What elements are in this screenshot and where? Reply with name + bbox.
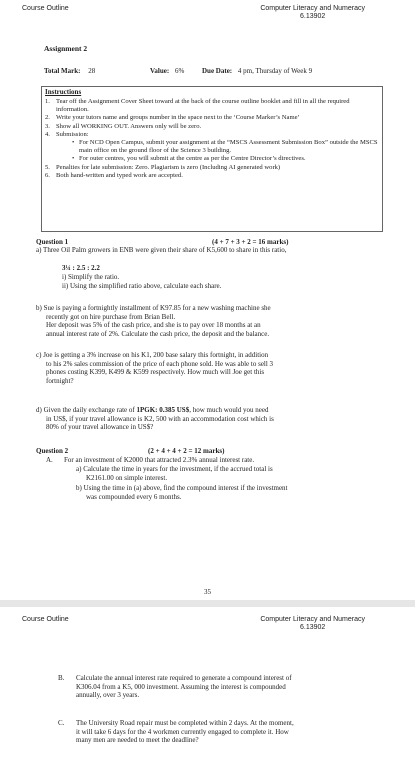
question-C-line: many men are needed to meet the deadline? xyxy=(76,736,199,745)
question-B-line: annually, over 3 years. xyxy=(76,691,140,700)
due-date-value: 4 pm, Thursday of Week 9 xyxy=(237,67,313,75)
question-C-line: The University Road repair must be completed within 2 days. At the moment, xyxy=(76,719,294,727)
total-mark-row xyxy=(44,67,95,75)
total-mark-label: Total Mark: xyxy=(44,67,81,75)
question-2-title: Question 2 xyxy=(36,447,69,455)
header-course-name: Computer Literacy and Numeracy xyxy=(260,616,365,623)
question-1d xyxy=(36,406,396,432)
question-1d-line: d) Given the daily exchange rate of 1PGK: 0.385 US$, how much would you need xyxy=(36,406,269,414)
header-course-code: 6.13902 xyxy=(300,13,326,20)
instruction-item: 5. Penalties for late submission: Zero. Plagiarism is zero (Including AI generated work) xyxy=(45,163,281,171)
question-2b-line: was compounded every 6 months. xyxy=(86,492,182,501)
question-1a-text: a) Three Oil Palm growers in ENB were given their share of K5,600 to share in this ratio, xyxy=(36,246,287,254)
value-label: Value: xyxy=(150,67,170,75)
document-page-2 xyxy=(0,607,415,768)
instructions-list xyxy=(45,98,379,180)
header-course-code: 6.13902 xyxy=(300,624,326,631)
instruction-item: 3. Show all WORKING OUT. Answers only will be zero. xyxy=(45,122,202,130)
question-B xyxy=(76,674,396,700)
instructions-title: Instructions xyxy=(45,88,82,96)
question-1a-ii: ii) Using the simplified ratio above, calculate each share. xyxy=(62,282,222,290)
header-course-outline: Course Outline xyxy=(22,5,69,12)
page-separator xyxy=(0,600,415,607)
question-1c-line: fortnight? xyxy=(46,376,74,385)
question-2a xyxy=(76,465,386,482)
question-B-label: B. xyxy=(58,674,65,682)
question-C-line: it will take 6 days for the 4 workmen currently engaged to complete it. How xyxy=(76,727,289,736)
question-2b-line: b) Using the time in (a) above, find the compound interest if the investment xyxy=(76,484,288,492)
question-2a-line: K2161.00 on simple interest. xyxy=(86,473,168,482)
question-B-line: K306.04 from a K5, 000 investment. Assuming the interest is compounded xyxy=(76,682,286,691)
instruction-bullet: • For NCD Open Campus, submit your assignment at the “MSCS Assessment Submission Box” outside the MSCS main office on the ground floor of the Science 3 building. xyxy=(67,139,379,155)
question-1a-ratio: 3¼ : 2.5 : 2.2 xyxy=(62,264,100,272)
question-1a-i: i) Simplify the ratio. xyxy=(62,273,120,281)
instruction-item: 1. Tear off the Assignment Cover Sheet toward at the back of the course outline booklet and fill in all the required information. xyxy=(45,98,350,114)
due-date-row xyxy=(202,67,312,75)
instructions-box xyxy=(41,86,383,232)
question-1c xyxy=(36,351,396,385)
page-number: 35 xyxy=(204,588,211,596)
question-B-line: Calculate the annual interest rate required to generate a compound interest of xyxy=(76,674,292,682)
question-2a-line: a) Calculate the time in years for the investment, if the accrued total is xyxy=(76,465,273,473)
value-row xyxy=(150,67,184,75)
question-1b-line: recently got on hire purchase from Brian Bell. xyxy=(46,312,176,321)
question-1d-line: 80% of your travel allowance in US$? xyxy=(46,423,154,432)
instruction-item: 2. Write your tutors name and groups number in the space next to the ‘Course Marker’s Name’ xyxy=(45,114,300,122)
question-2A-label: A. xyxy=(46,456,53,464)
header-course-name: Computer Literacy and Numeracy xyxy=(260,5,365,12)
question-1-title: Question 1 xyxy=(36,238,69,246)
instruction-subitems xyxy=(45,139,379,164)
instruction-item: 4. Submission: xyxy=(45,130,89,138)
question-1b-line: annual interest rate of 2%. Calculate the cash price, the deposit and the balance. xyxy=(46,329,270,338)
question-1d-line: in US$, if your travel allowance is K2, 500 with an accommodation cost which is xyxy=(46,414,274,423)
question-1b-line: b) Sue is paying a fortnightly installment of K97.85 for a new washing machine she xyxy=(36,304,271,312)
question-2b xyxy=(76,484,386,501)
header-course-outline: Course Outline xyxy=(22,616,69,623)
question-1d-rate: 1PGK: 0.385 US$ xyxy=(136,406,190,414)
question-1b xyxy=(36,304,396,338)
question-C-label: C. xyxy=(58,719,65,727)
assignment-title: Assignment 2 xyxy=(44,44,88,53)
header-course-title xyxy=(260,616,365,632)
due-date-label: Due Date: xyxy=(202,67,233,75)
total-mark-value: 28 xyxy=(88,67,96,75)
question-1-marks: (4 + 7 + 3 + 2 = 16 marks) xyxy=(212,238,289,246)
question-2A-text: For an investment of K2000 that attracted 2.3% annual interest rate. xyxy=(64,456,255,464)
question-1c-line: c) Joe is getting a 3% increase on his K1, 200 base salary this fortnight, in addition xyxy=(36,351,269,359)
question-C xyxy=(76,719,396,745)
header-course-title xyxy=(260,5,365,21)
question-1b-line: Her deposit was 5% of the cash price, and she is to pay over 18 months at an xyxy=(46,321,261,330)
value-value: 6% xyxy=(174,67,185,75)
instruction-bullet: • For outer centres, you will submit at the centre as per the Centre Director’s directives. xyxy=(67,155,379,163)
instruction-item: 6. Both hand-written and typed work are accepted. xyxy=(45,171,183,179)
question-2-marks: (2 + 4 + 4 + 2 = 12 marks) xyxy=(148,447,225,455)
question-1c-line: phones costing K399, K499 & K599 respectively. How much will Joe get this xyxy=(46,368,265,377)
question-1c-line: to his 2% sales commission of the price of each phone sold. He was able to sell 3 xyxy=(46,359,274,368)
